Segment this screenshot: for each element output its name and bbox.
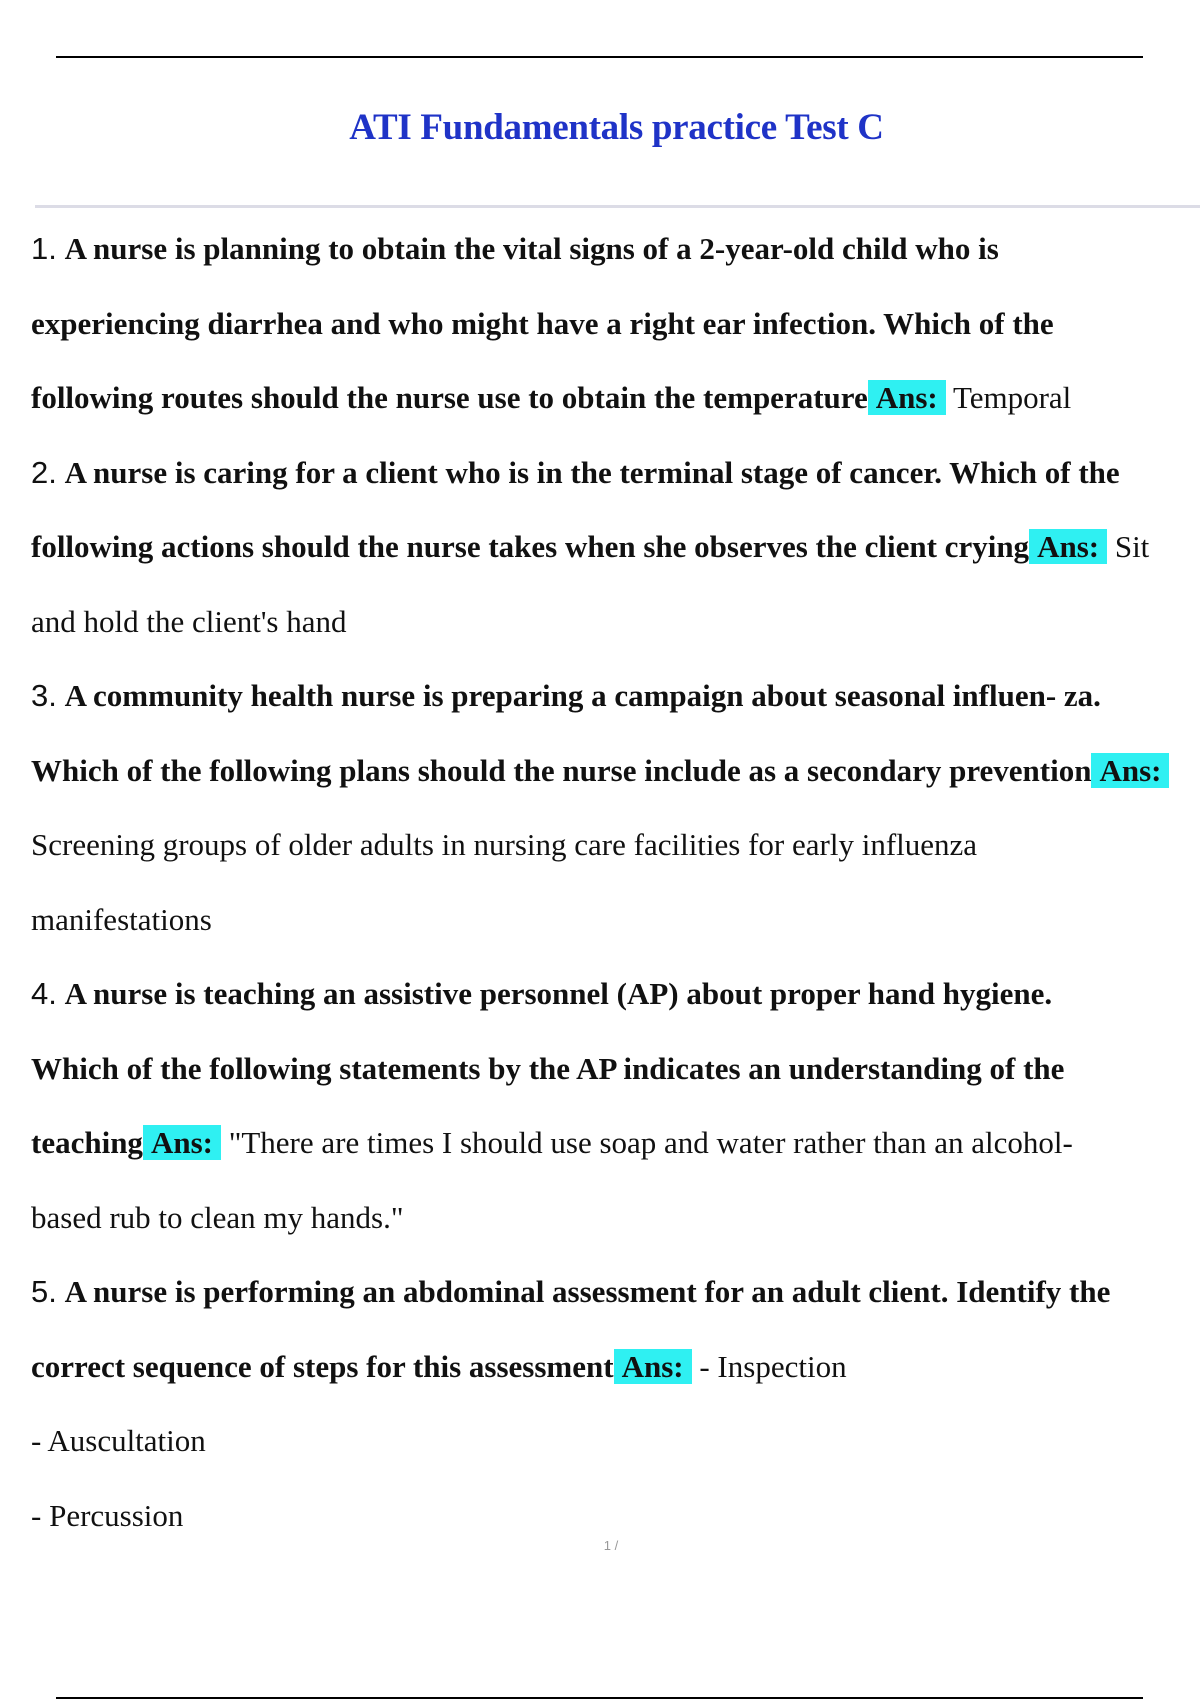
question-3 (31, 659, 1200, 957)
answer-label: Ans: (1029, 529, 1107, 564)
question-line (31, 1255, 1200, 1330)
question-line (31, 510, 1200, 585)
question-line (31, 1106, 1200, 1181)
answer-label: Ans: (614, 1349, 692, 1384)
bottom-rule (56, 1697, 1143, 1699)
question-text: following routes should the nurse use to obtain the temperature (31, 380, 868, 415)
question-list (31, 212, 1200, 1553)
answer-text: Sit (1114, 529, 1150, 564)
answer-label: Ans: (143, 1125, 221, 1160)
question-5 (31, 1255, 1200, 1553)
question-text: teaching (31, 1125, 143, 1160)
question-line (31, 1330, 1200, 1405)
answer-text: Temporal (952, 380, 1072, 415)
answer-text: manifestations (31, 901, 212, 937)
answer-text: - Inspection (699, 1348, 847, 1384)
answer-text: and hold the client's hand (31, 603, 347, 639)
question-number: 4. (31, 976, 57, 1011)
question-line (31, 361, 1200, 436)
answer-text: Screening groups of older adults in nursing care facilities for early influenza (31, 827, 978, 862)
question-text: experiencing diarrhea and who might have a right ear infection. Which of the (31, 305, 1054, 341)
question-text: A nurse is teaching an assistive personnel (AP) about proper hand hygiene. (64, 976, 1053, 1011)
answer-text: "There are times I should use soap and water rather than an alcohol- (228, 1125, 1073, 1160)
answer-text: based rub to clean my hands." (31, 1199, 404, 1235)
question-text: correct sequence of steps for this assessment (31, 1348, 614, 1384)
question-text: following actions should the nurse takes when she observes the client crying (31, 529, 1030, 564)
page-title: ATI Fundamentals practice Test C (349, 107, 884, 148)
question-line (31, 212, 1200, 287)
question-number: 1. (31, 231, 57, 266)
question-4 (31, 957, 1200, 1255)
answer-label: Ans: (868, 380, 946, 415)
answer-label: Ans: (1091, 753, 1169, 788)
question-1 (31, 212, 1200, 436)
page-number: 1 / (603, 1538, 619, 1553)
question-text: Which of the following statements by the AP indicates an understanding of the (31, 1050, 1065, 1086)
question-number: 5. (31, 1274, 57, 1309)
question-text: A nurse is performing an abdominal assessment for an adult client. Identify the (64, 1274, 1111, 1309)
question-text: A community health nurse is preparing a campaign about seasonal influen- za. (64, 678, 1101, 713)
question-line (31, 957, 1200, 1032)
question-text: Which of the following plans should the nurse include as a secondary prevention (31, 752, 1092, 788)
question-line (31, 734, 1200, 809)
title-divider (35, 205, 1200, 208)
question-number: 3. (31, 678, 57, 713)
question-line (31, 436, 1200, 511)
question-text: A nurse is planning to obtain the vital signs of a 2-year-old child who is (64, 231, 999, 266)
answer-text: - Percussion (31, 1497, 184, 1533)
question-line (31, 659, 1200, 734)
question-2 (31, 436, 1200, 660)
question-text: A nurse is caring for a client who is in the terminal stage of cancer. Which of the (64, 454, 1120, 490)
top-rule (56, 56, 1143, 58)
answer-text: - Auscultation (31, 1423, 206, 1458)
question-number: 2. (31, 454, 57, 490)
